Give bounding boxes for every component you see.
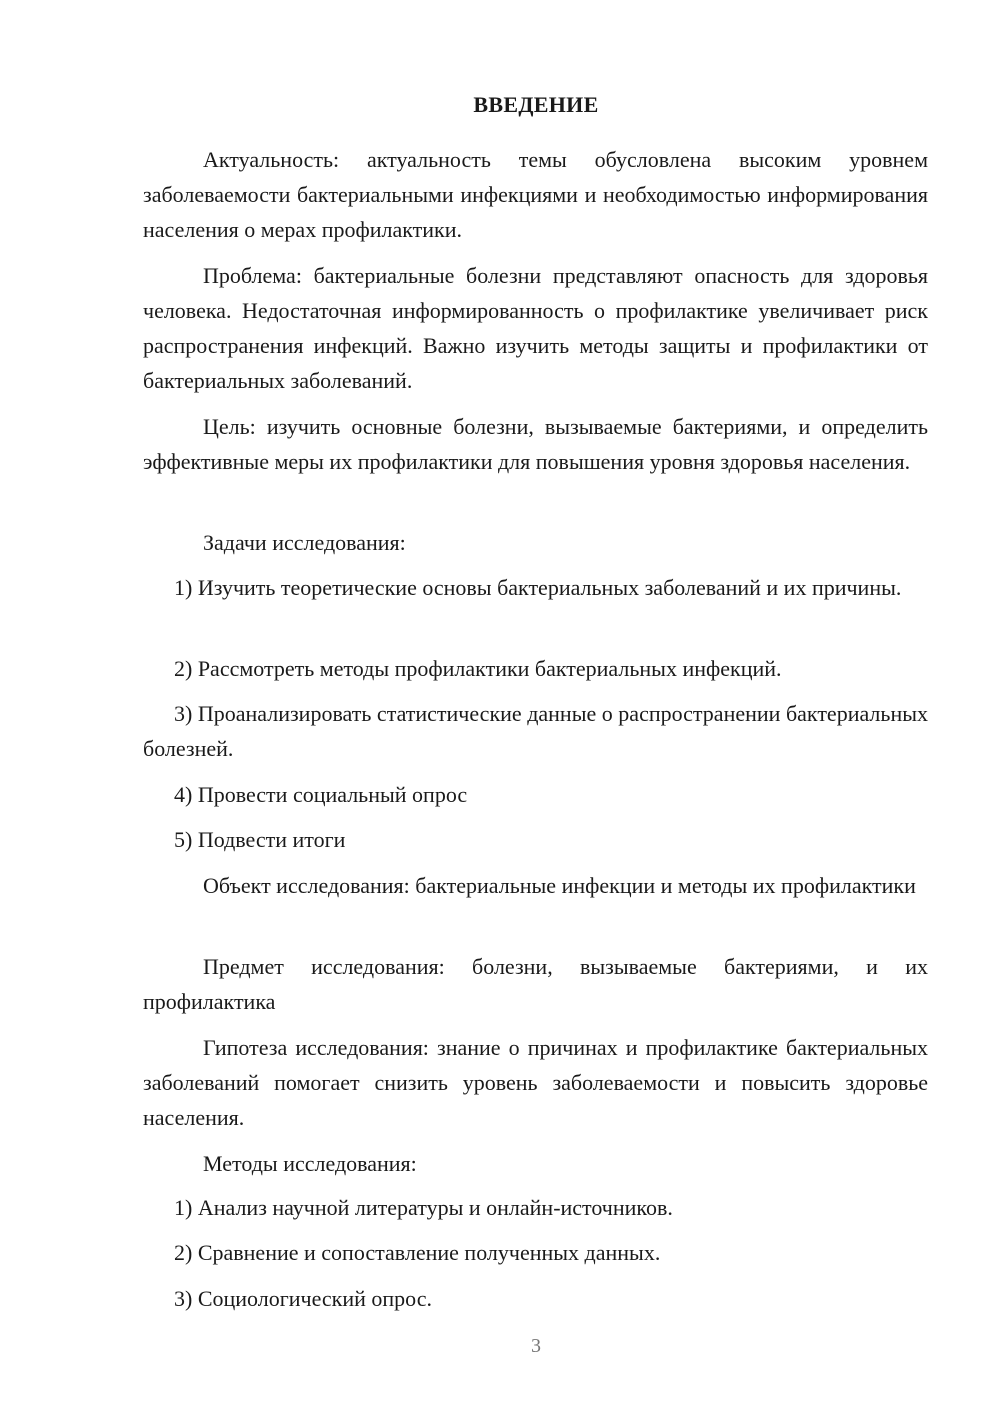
relevance-paragraph: Актуальность: актуальность темы обусловлена высоким уровнем заболеваемости бактериальными инфекциями и необходимостью информирования населения о мерах профилактики. <box>143 147 928 242</box>
method-item: 1) Анализ научной литературы и онлайн-источников. <box>174 1195 673 1220</box>
page-number: 3 <box>531 1335 541 1357</box>
methods-title: Методы исследования: <box>203 1151 417 1176</box>
tasks-title: Задачи исследования: <box>203 530 406 555</box>
task-item: 4) Провести социальный опрос <box>174 782 468 807</box>
goal-paragraph: Цель: изучить основные болезни, вызываемые бактериями, и определить эффективные меры их профилактики для повышения уровня здоровья населения. <box>143 414 928 474</box>
problem-paragraph: Проблема: бактериальные болезни представляют опасность для здоровья человека. Недостаточная информированность о профилактике увеличивает риск распространения инфекций. Важно изучить методы защиты и профилактики от бактериальных заболеваний. <box>143 263 928 393</box>
method-item: 2) Сравнение и сопоставление полученных данных. <box>174 1240 661 1265</box>
object-paragraph: Объект исследования: бактериальные инфекции и методы их профилактики <box>203 873 916 898</box>
task-item: 1) Изучить теоретические основы бактериальных заболеваний и их причины. <box>174 575 902 600</box>
task-item: 3) Проанализировать статистические данные о распространении бактериальных болезней. <box>143 701 928 761</box>
hypothesis-paragraph: Гипотеза исследования: знание о причинах и профилактике бактериальных заболеваний помогает снизить уровень заболеваемости и повысить здоровье населения. <box>143 1035 928 1130</box>
task-item: 2) Рассмотреть методы профилактики бактериальных инфекций. <box>174 656 782 681</box>
method-item: 3) Социологический опрос. <box>174 1286 432 1311</box>
section-heading: ВВЕДЕНИЕ <box>473 92 599 117</box>
task-item: 5) Подвести итоги <box>174 827 346 852</box>
subject-paragraph: Предмет исследования: болезни, вызываемые бактериями, и их профилактика <box>143 954 928 1014</box>
